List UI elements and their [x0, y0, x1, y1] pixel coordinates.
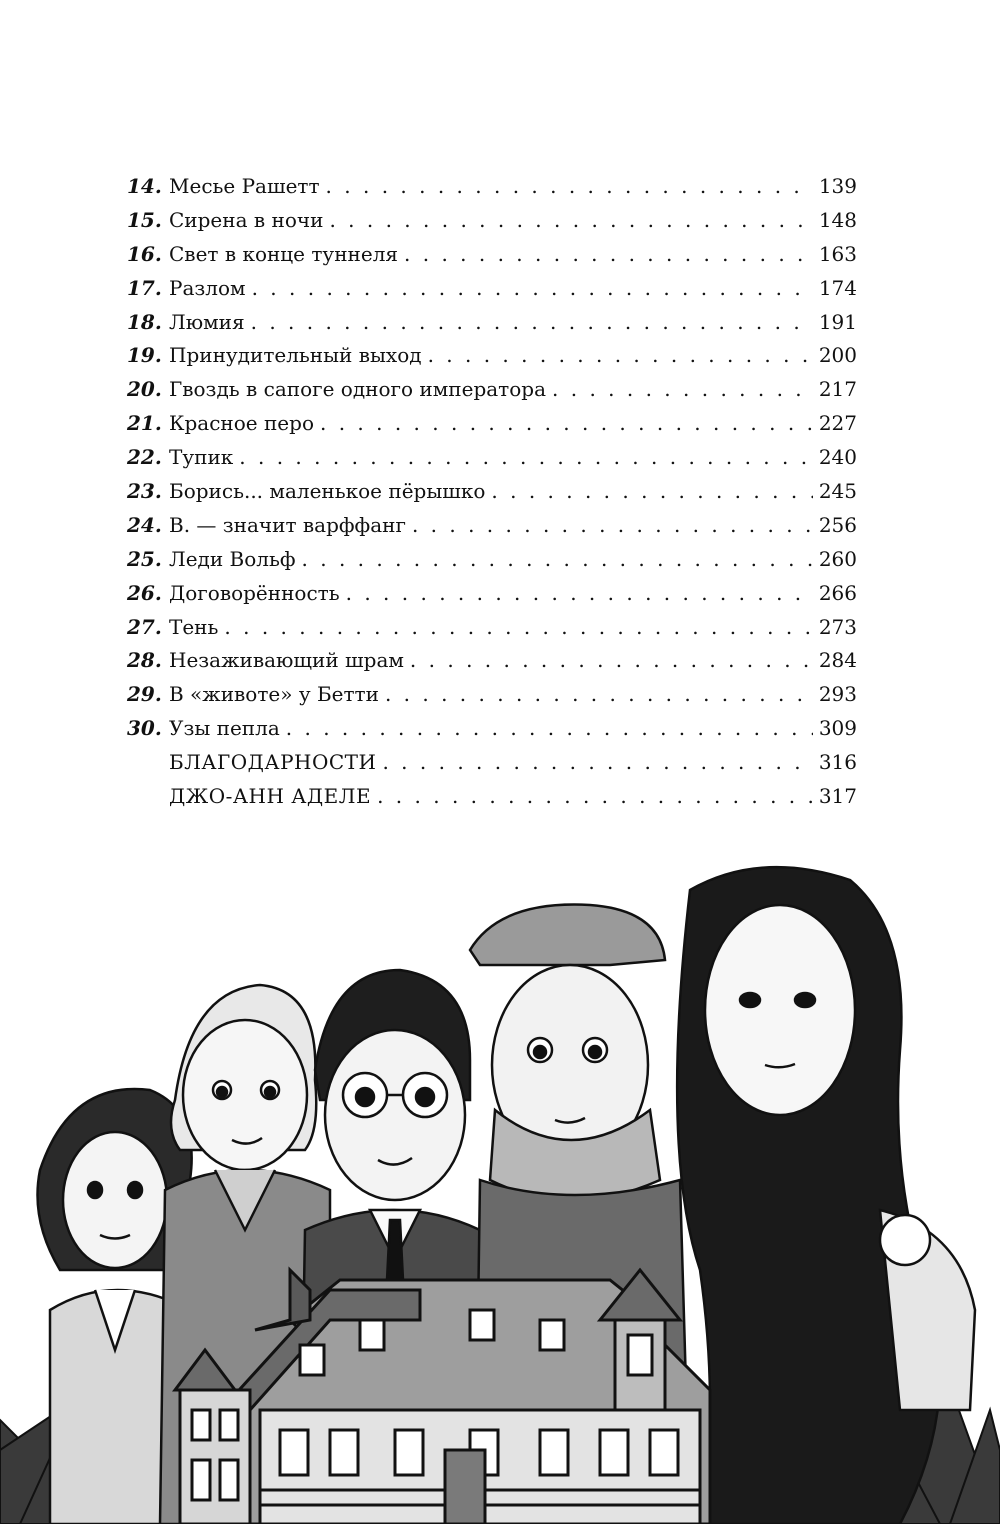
- dot-leader: [385, 678, 813, 712]
- page-number: 260: [818, 546, 857, 571]
- toc-entry[interactable]: [127, 238, 857, 272]
- chapter-number: 18.: [127, 309, 162, 334]
- dot-leader: [404, 238, 813, 272]
- dot-leader: [377, 780, 813, 814]
- chapter-title: В «животе» у Бетти: [169, 682, 379, 707]
- page-number: 139: [818, 174, 857, 198]
- chapter-number: 14.: [127, 174, 162, 198]
- toc-entry[interactable]: [127, 509, 857, 543]
- page-number: 316: [818, 750, 857, 775]
- dot-leader: [326, 170, 813, 204]
- dot-leader: [346, 577, 813, 611]
- chapter-title: Узы пепла: [169, 716, 280, 741]
- toc-entry[interactable]: [127, 611, 857, 645]
- page-number: 293: [818, 682, 857, 707]
- dot-leader: [302, 543, 813, 577]
- page-number: 256: [818, 512, 857, 537]
- page-number: 245: [818, 479, 857, 504]
- page-number: 273: [818, 614, 857, 639]
- toc-entry[interactable]: [127, 746, 857, 780]
- page-number: 163: [818, 241, 857, 266]
- dot-leader: [286, 712, 813, 746]
- chapter-number: 30.: [127, 716, 162, 741]
- dot-leader: [251, 306, 813, 340]
- chapter-number: 23.: [127, 479, 162, 504]
- chapter-title: БЛАГОДАРНОСТИ: [169, 750, 377, 775]
- page-number: 284: [818, 648, 857, 673]
- chapter-number: 26.: [127, 580, 162, 605]
- page-number: 240: [818, 445, 857, 470]
- chapter-number: 16.: [127, 241, 162, 266]
- dot-leader: [428, 339, 813, 373]
- toc-entry[interactable]: [127, 339, 857, 373]
- chapter-number: 20.: [127, 377, 162, 402]
- page-number: 200: [818, 343, 857, 368]
- chapter-title: Договорённость: [169, 580, 340, 605]
- toc-entry[interactable]: [127, 644, 857, 678]
- chapter-title: Люмия: [169, 309, 245, 334]
- toc-entry[interactable]: [127, 577, 857, 611]
- chapter-number: 19.: [127, 343, 162, 368]
- chapter-title: Месье Рашетт: [169, 174, 320, 198]
- dot-leader: [224, 611, 812, 645]
- chapter-title: Свет в конце туннеля: [169, 241, 399, 266]
- chapter-title: Леди Вольф: [169, 546, 296, 571]
- page-number: 309: [818, 716, 857, 741]
- dot-leader: [491, 475, 812, 509]
- dot-leader: [239, 441, 813, 475]
- chapter-number: 27.: [127, 614, 162, 639]
- toc-entry[interactable]: [127, 306, 857, 340]
- chapter-title: Сирена в ночи: [169, 207, 324, 232]
- dot-leader: [252, 272, 813, 306]
- characters-and-mansion-illustration: [0, 850, 1000, 1524]
- chapter-title: Красное перо: [169, 411, 314, 436]
- toc-entry[interactable]: [127, 678, 857, 712]
- dot-leader: [382, 746, 812, 780]
- toc-entry[interactable]: [127, 272, 857, 306]
- chapter-number: 28.: [127, 648, 162, 673]
- toc-entry[interactable]: [127, 475, 857, 509]
- chapter-number: 29.: [127, 682, 162, 707]
- toc-entry[interactable]: [127, 712, 857, 746]
- chapter-number: 15.: [127, 207, 162, 232]
- chapter-title: В. — значит варффанг: [169, 512, 406, 537]
- toc-entry[interactable]: [127, 204, 857, 238]
- character-girl-long-hair: [677, 867, 975, 1524]
- page-number: 174: [818, 275, 857, 300]
- chapter-title: Принудительный выход: [169, 343, 422, 368]
- toc-entry[interactable]: [127, 543, 857, 577]
- chapter-title: Гвоздь в сапоге одного императора: [169, 377, 547, 402]
- chapter-number: 17.: [127, 275, 162, 300]
- dot-leader: [412, 509, 813, 543]
- chapter-number: 24.: [127, 512, 162, 537]
- toc-entry[interactable]: [127, 441, 857, 475]
- dot-leader: [329, 204, 812, 238]
- chapter-number: 25.: [127, 546, 162, 571]
- page-number: 148: [818, 207, 857, 232]
- page-number: 227: [818, 411, 857, 436]
- page-number: 191: [818, 309, 857, 334]
- toc-entry[interactable]: [127, 170, 857, 204]
- toc-entry[interactable]: [127, 407, 857, 441]
- dot-leader: [320, 407, 813, 441]
- page-number: 317: [818, 784, 857, 809]
- table-of-contents: [127, 170, 857, 814]
- chapter-title: ДЖО-АНН АДЕЛЕ: [169, 784, 372, 809]
- chapter-title: Тень: [169, 614, 219, 639]
- page-number: 266: [818, 580, 857, 605]
- toc-entry[interactable]: [127, 373, 857, 407]
- chapter-title: Тупик: [169, 445, 234, 470]
- chapter-number: 21.: [127, 411, 162, 436]
- toc-entry[interactable]: [127, 780, 857, 814]
- page-number: 217: [818, 377, 857, 402]
- chapter-number: 22.: [127, 445, 162, 470]
- dot-leader: [552, 373, 813, 407]
- chapter-title: Незаживающий шрам: [169, 648, 404, 673]
- dot-leader: [410, 644, 813, 678]
- chapter-title: Разлом: [169, 275, 246, 300]
- chapter-title: Борись... маленькое пёрышко: [169, 479, 486, 504]
